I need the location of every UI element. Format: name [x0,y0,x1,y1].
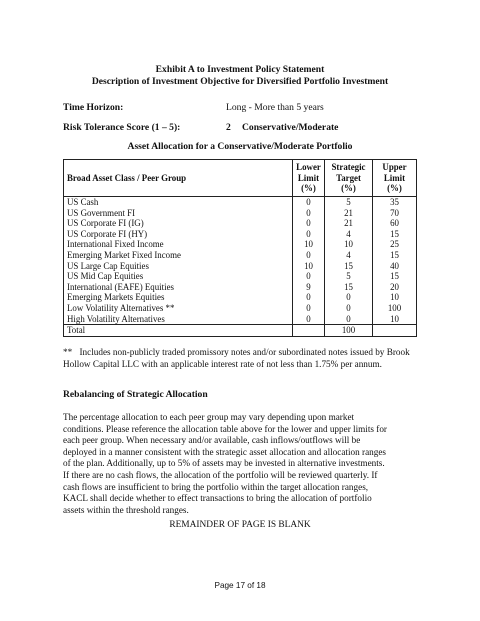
total-target: 100 [325,325,373,337]
strategic-target-cell: 0 [325,314,373,325]
exhibit-subtitle: Description of Investment Objective for Diversified Portfolio Investment [91,76,389,87]
lower-limit-cell: 0 [293,229,325,240]
page-number [0,581,480,591]
header-strategic-target [325,160,373,197]
asset-class-cell: Low Volatility Alternatives ** [64,303,293,314]
strategic-target-cell: 5 [325,271,373,282]
time-horizon-value: Long - More than 5 years [226,102,324,113]
table-total-row [64,325,417,337]
page-number-current: 17 [235,581,245,590]
risk-tolerance-label: Risk Tolerance Score (1 – 5): [63,122,181,133]
upper-limit-cell: 10 [373,314,417,325]
strategic-target-cell: 15 [325,282,373,293]
lower-limit-cell: 0 [293,208,325,219]
table-row [64,197,417,208]
header-upper-limit [373,160,417,197]
strategic-target-cell: 15 [325,261,373,272]
table-row [64,314,417,325]
upper-limit-cell: 60 [373,218,417,229]
table-row [64,250,417,261]
table-row [64,239,417,250]
page-number-total: 18 [256,581,266,590]
table-row [64,271,417,282]
table-row [64,218,417,229]
page-number-separator: of [245,581,257,590]
lower-limit-cell: 10 [293,239,325,250]
rebalancing-paragraph [63,412,419,516]
table-row [64,292,417,303]
asset-class-cell: Emerging Markets Equities [64,292,293,303]
strategic-target-cell: 0 [325,303,373,314]
table-row [64,303,417,314]
paragraph-line: KACL shall decide whether to effect transactions to bring the allocation of portfolio [63,493,372,504]
footnote-mark: ** [63,347,73,357]
table-row [64,282,417,293]
header-lower-line1: Lower [296,162,321,173]
upper-limit-cell: 15 [373,229,417,240]
asset-class-cell: International Fixed Income [64,239,293,250]
asset-class-cell: US Large Cap Equities [64,261,293,272]
header-target-line1: Strategic [331,162,366,173]
upper-limit-cell: 10 [373,292,417,303]
header-upper-line3: (%) [387,183,402,194]
asset-class-cell: US Corporate FI (HY) [64,229,293,240]
footnote-text: Includes non-publicly traded promissory notes and/or subordinated notes issued by Brook Hollow Capital LLC with an applicable interest rate of not less than 1.75% per annum. [63,347,410,369]
total-upper [373,325,417,337]
remainder-notice: REMAINDER OF PAGE IS BLANK [169,520,311,530]
strategic-target-cell: 0 [325,292,373,303]
asset-class-cell: High Volatility Alternatives [64,314,293,325]
lower-limit-cell: 0 [293,314,325,325]
lower-limit-cell: 0 [293,250,325,261]
strategic-target-cell: 10 [325,239,373,250]
lower-limit-cell: 10 [293,261,325,272]
paragraph-line: conditions. Please reference the allocation table above for the lower and upper limits for [63,423,387,434]
upper-limit-cell: 35 [373,197,417,208]
upper-limit-cell: 20 [373,282,417,293]
table-row [64,208,417,219]
asset-allocation-table [63,159,417,337]
asset-class-cell: US Government FI [64,208,293,219]
strategic-target-cell: 21 [325,218,373,229]
upper-limit-cell: 40 [373,261,417,272]
asset-class-cell: US Corporate FI (IG) [64,218,293,229]
upper-limit-cell: 70 [373,208,417,219]
total-label: Total [64,325,293,337]
lower-limit-cell: 0 [293,303,325,314]
strategic-target-cell: 4 [325,250,373,261]
paragraph-line: cash flows are insufficient to bring the portfolio within the target allocation ranges, [63,481,369,492]
header-target-line3: (%) [341,183,356,194]
lower-limit-cell: 0 [293,218,325,229]
paragraph-line: of the plan. Additionally, up to 5% of assets may be invested in alternative investments. [63,458,385,469]
table-row [64,229,417,240]
paragraph-line: deployed in a manner consistent with the strategic asset allocation and allocation ranges [63,446,386,457]
table-row [64,261,417,272]
risk-tolerance-value: Conservative/Moderate [242,122,339,133]
header-upper-line1: Upper [382,162,407,173]
upper-limit-cell: 15 [373,271,417,282]
risk-tolerance-score: 2 [226,122,231,133]
lower-limit-cell: 9 [293,282,325,293]
paragraph-line: If there are no cash flows, the allocation of the portfolio will be reviewed quarterly. If [63,469,378,480]
asset-class-cell: Emerging Market Fixed Income [64,250,293,261]
exhibit-title: Exhibit A to Investment Policy Statement [155,64,325,75]
lower-limit-cell: 0 [293,197,325,208]
total-lower [293,325,325,337]
table-header-row [64,160,417,197]
header-asset-class: Broad Asset Class / Peer Group [64,160,293,197]
asset-class-cell: US Cash [64,197,293,208]
allocation-table-caption: Asset Allocation for a Conservative/Moderate Portfolio [127,141,353,152]
paragraph-line: each peer group. When necessary and/or available, cash inflows/outflows will be [63,435,361,446]
asset-class-cell: US Mid Cap Equities [64,271,293,282]
strategic-target-cell: 21 [325,208,373,219]
lower-limit-cell: 0 [293,271,325,282]
time-horizon-label: Time Horizon: [63,102,124,113]
header-lower-limit [293,160,325,197]
table-footnote [63,347,418,370]
page-number-prefix: Page [214,581,236,590]
upper-limit-cell: 100 [373,303,417,314]
header-target-line2: Target [336,172,361,183]
upper-limit-cell: 25 [373,239,417,250]
asset-class-cell: International (EAFE) Equities [64,282,293,293]
lower-limit-cell: 0 [293,292,325,303]
rebalancing-heading: Rebalancing of Strategic Allocation [63,389,208,400]
strategic-target-cell: 5 [325,197,373,208]
paragraph-line: The percentage allocation to each peer group may vary depending upon market [63,412,355,422]
header-upper-line2: Limit [383,172,406,183]
header-lower-line3: (%) [301,183,316,194]
paragraph-line: assets within the threshold ranges. [63,504,189,515]
upper-limit-cell: 15 [373,250,417,261]
strategic-target-cell: 4 [325,229,373,240]
header-lower-line2: Limit [297,172,320,183]
